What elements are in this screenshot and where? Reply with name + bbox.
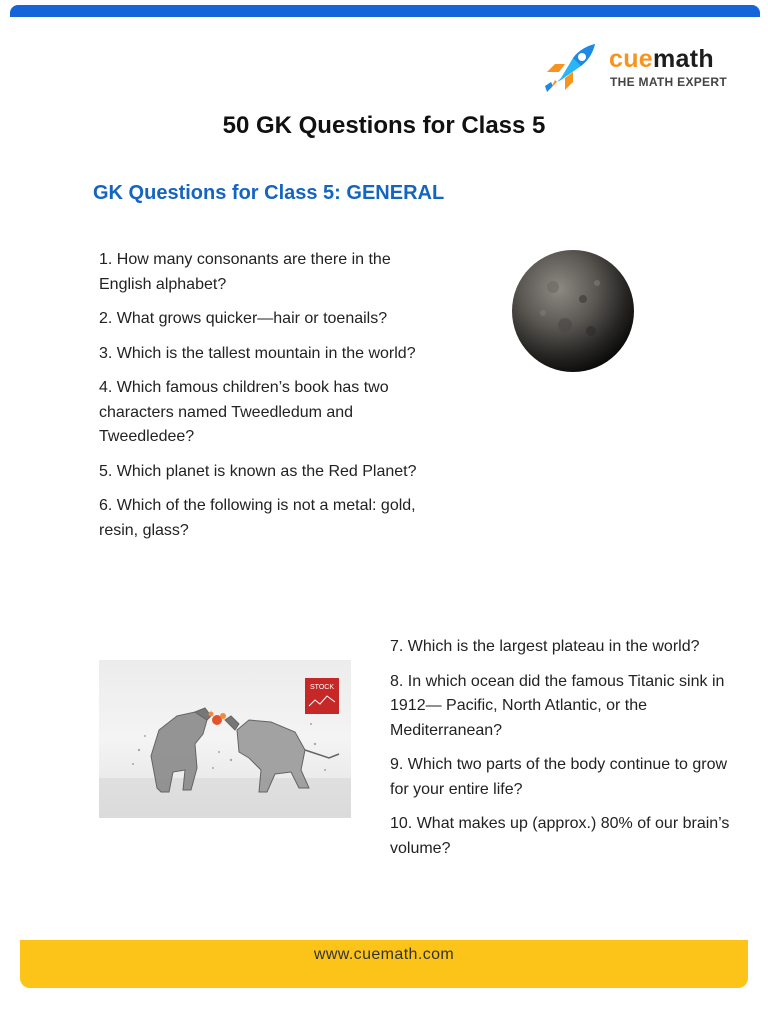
question-item: 2. What grows quicker—hair or toenails? bbox=[99, 310, 388, 327]
footer-bar bbox=[20, 940, 748, 988]
section-title: GK Questions for Class 5: GENERAL bbox=[93, 182, 445, 204]
logo-wordmark-cue: cue bbox=[609, 45, 653, 73]
question-item: 5. Which planet is known as the Red Planet? bbox=[99, 462, 417, 480]
question-list-left bbox=[99, 248, 429, 553]
logo-wordmark bbox=[609, 44, 714, 74]
question-item: 4. Which famous children’s book has two characters named Tweedledum and Tweedledee? bbox=[99, 379, 389, 445]
question-item: 1. How many consonants are there in the English alphabet? bbox=[99, 251, 391, 293]
question-item: 9. Which two parts of the body continue to grow for your entire life? bbox=[390, 756, 728, 798]
question-item: 3. Which is the tallest mountain in the world? bbox=[99, 344, 416, 362]
stock-badge-text: STOCK bbox=[310, 684, 334, 691]
question-item: 7. Which is the largest plateau in the world? bbox=[390, 638, 700, 655]
question-item: 10. What makes up (approx.) 80% of our brain’s volume? bbox=[390, 815, 730, 857]
rocket-icon bbox=[543, 42, 599, 94]
cuemath-logo[interactable] bbox=[543, 42, 733, 94]
stock-market-image bbox=[99, 660, 351, 818]
question-item: 8. In which ocean did the famous Titanic sink in 1912— Pacific, North Atlantic, or the Mediterranean? bbox=[390, 672, 725, 739]
clash-spark bbox=[209, 712, 227, 726]
question-list-right bbox=[390, 635, 740, 871]
question-item: 6. Which of the following is not a metal: gold, resin, glass? bbox=[99, 497, 416, 539]
logo-tagline: THE MATH EXPERT bbox=[610, 75, 727, 89]
logo-wordmark-math: math bbox=[652, 45, 714, 73]
top-accent-bar bbox=[10, 5, 760, 17]
planet-image bbox=[505, 247, 645, 379]
footer-url-link[interactable]: www.cuemath.com bbox=[313, 946, 455, 963]
page-title: 50 GK Questions for Class 5 bbox=[222, 112, 546, 139]
